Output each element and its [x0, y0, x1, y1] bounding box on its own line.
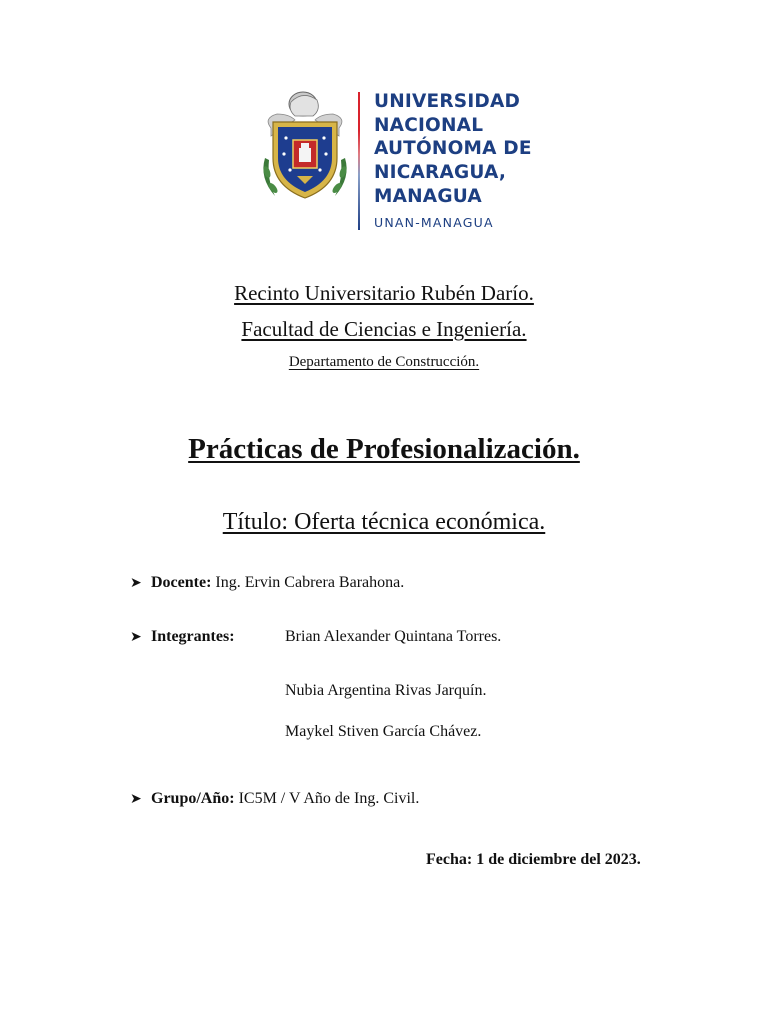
document-subtitle: Título: Oferta técnica económica.	[222, 509, 546, 535]
university-logo	[255, 88, 545, 233]
grupo-label: Grupo/Año:	[151, 790, 235, 807]
member-name: Nubia Argentina Rivas Jarquín.	[285, 682, 487, 699]
arrowhead-bullet-icon: ➤	[130, 791, 142, 807]
docente-row	[130, 574, 404, 592]
arrowhead-bullet-icon: ➤	[130, 629, 142, 645]
facultad-heading: Facultad de Ciencias e Ingeniería.	[241, 317, 527, 341]
university-name-line: UNIVERSIDAD	[374, 91, 521, 112]
document-title: Prácticas de Profesionalización.	[188, 433, 580, 465]
recinto-heading: Recinto Universitario Rubén Darío.	[234, 281, 534, 305]
fecha-line: Fecha: 1 de diciembre del 2023.	[426, 851, 641, 868]
member-name: Brian Alexander Quintana Torres.	[285, 628, 502, 645]
grupo-row	[130, 790, 419, 808]
university-name-line: NICARAGUA,	[374, 162, 507, 184]
member-name: Maykel Stiven García Chávez.	[285, 723, 482, 740]
university-name-line: MANAGUA	[374, 185, 482, 207]
docente-value: Ing. Ervin Cabrera Barahona.	[215, 574, 405, 591]
integrantes-label: Integrantes:	[151, 628, 235, 645]
grupo-value: IC5M / V Año de Ing. Civil.	[238, 790, 420, 807]
integrantes-row	[130, 628, 235, 646]
university-name	[374, 90, 549, 231]
university-name-line: AUTÓNOMA DE	[374, 138, 532, 160]
university-seal-icon	[255, 88, 355, 208]
university-name-line: NACIONAL	[374, 114, 484, 136]
arrowhead-bullet-icon: ➤	[130, 575, 142, 591]
university-acronym: UNAN-MANAGUA	[374, 214, 494, 230]
departamento-heading: Departamento de Construcción.	[288, 354, 480, 370]
logo-divider	[358, 92, 360, 230]
docente-label: Docente:	[151, 574, 212, 591]
